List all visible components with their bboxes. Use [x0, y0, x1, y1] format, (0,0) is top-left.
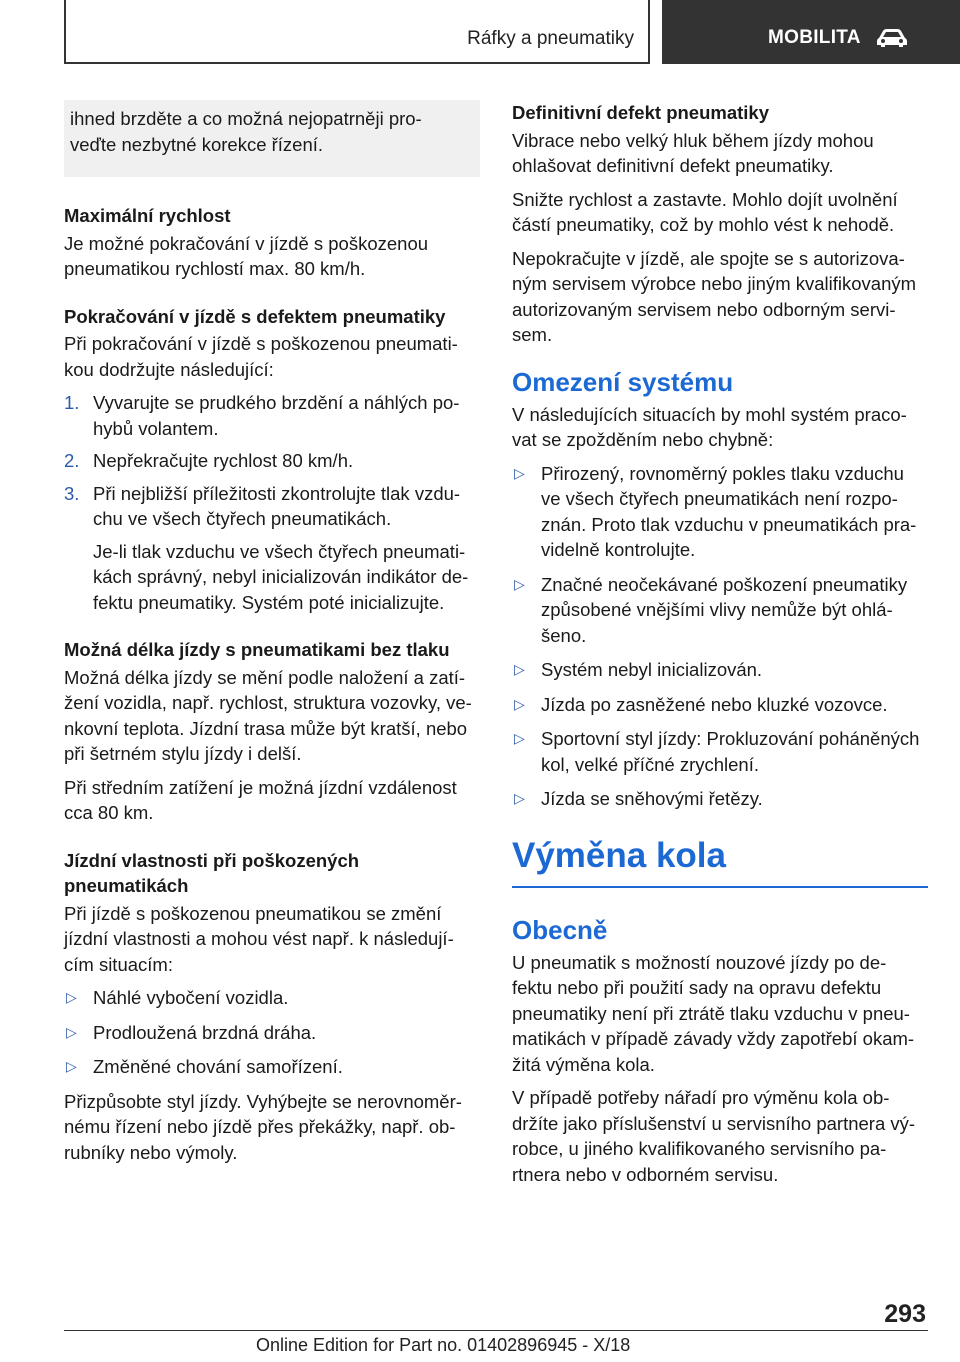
car-icon: [875, 27, 909, 49]
wheel-p2: V případě potřeby nářadí pro výměnu kola ob‐ držíte jako příslušenství u servisního partnera vý‐ robce, u jiného kvalifikovaného servisního pa‐ rtnera nebo v odborném servisu.: [512, 1087, 916, 1185]
wheel-p1: U pneumatik s možností nouzové jízdy po de‐ fektu nebo při použití sady na opravu defektu pneumatiky není při ztrátě tlaku vzduchu v pneu‐ matikách v případě závady vždy zapotřebí okam‐ žitá výměna kola.: [512, 951, 915, 1075]
heading-general: Obecně: [512, 914, 608, 945]
header-underline: [64, 62, 650, 64]
section-label: MOBILITA: [768, 27, 861, 48]
page-number: 293: [884, 1300, 926, 1328]
triangle-bullet-icon: ▷: [514, 695, 525, 712]
range-text-1: Možná délka jízdy se mění podle naložení a zatí‐ žení vozidla, např. rychlost, struktura vozovky, ve‐ nkovní teplota. Jízdní trasa může být kratší, nebo při šetrném stylu jízdy i delší.: [64, 666, 472, 764]
warning-note: [64, 100, 480, 177]
heading-defect: Definitivní defekt pneumatiky: [512, 102, 769, 123]
triangle-bullet-icon: ▷: [514, 730, 525, 746]
header-divider-right: [648, 0, 650, 64]
triangle-bullet-icon: ▷: [66, 989, 77, 1005]
list-item: ▷ Sportovní styl jízdy: Prokluzování poháněných kol, velké příčné zrychlení.: [514, 728, 920, 775]
header-divider-left: [64, 0, 66, 64]
list-item: ▷ Náhlé vybočení vozidla.: [64, 985, 480, 1011]
list-item: ▷ Systém nebyl inicializován.: [512, 657, 928, 683]
step-2: 2. Nepřekračujte rychlost 80 km/h.: [64, 450, 354, 471]
triangle-bullet-icon: ▷: [514, 661, 525, 677]
step-1: 1. Vyvarujte se prudkého brzdění a náhlých po‐ hybů volantem.: [64, 392, 460, 439]
left-column: [64, 100, 480, 1173]
limits-intro: V následujících situacích by mohl systém praco‐ vat se zpožděním nebo chybně:: [512, 403, 907, 450]
max-speed-text: Je možné pokračování v jízdě s poškozenou pneumatikou rychlostí max. 80 km/h.: [64, 232, 429, 279]
handling-outro: Přizpůsobte styl jízdy. Vyhýbejte se nerovnoměr‐ nému řízení nebo jízdě přes překážky, např. ob‐ rubníky nebo výmoly.: [64, 1090, 462, 1163]
continue-steps: [64, 390, 480, 615]
list-item: ▷ Jízda se sněhovými řetězy.: [512, 786, 928, 812]
heading-wheel-change: Výměna kola: [512, 836, 928, 888]
list-item: ▷ Značné neočekávané poškození pneumatiky způsobené vnějšími vlivy nemůže být ohlá‐ šeno.: [514, 573, 908, 646]
continue-intro: Při pokračování v jízdě s poškozenou pneumati‐ kou dodržujte následující:: [64, 333, 458, 380]
triangle-bullet-icon: ▷: [514, 464, 525, 481]
list-item: ▷ Prodloužená brzdná dráha.: [64, 1020, 480, 1046]
triangle-bullet-icon: ▷: [514, 575, 525, 592]
right-column: [512, 100, 928, 1195]
list-item: ▷ Přirozený, rovnoměrný pokles tlaku vzduchu ve všech čtyřech pneumatikách není rozpo‐ znán. Proto tlak vzduchu v pneumatikách pra‐ videlně kontrolujte.: [514, 462, 917, 560]
section-tab: [662, 0, 960, 64]
heading-continue-driving: Pokračování v jízdě s defektem pneumatiky: [64, 305, 446, 327]
range-text-2: Při středním zatížení je možná jízdní vzdálenost cca 80 km.: [64, 776, 457, 823]
note-text: ihned brzděte a co možná nejopatrněji pro‐ veďte nezbytné korekce řízení.: [70, 108, 422, 155]
triangle-bullet-icon: ▷: [514, 790, 525, 806]
handling-list: [64, 985, 480, 1080]
defect-p2: Snižte rychlost a zastavte. Mohlo dojít uvolnění částí pneumatiky, což by mohlo vést k nehodě.: [512, 188, 898, 235]
handling-intro: Při jízdě s poškozenou pneumatikou se změní jízdní vlastnosti a mohou vést např. k následují‐ cím situacím:: [64, 902, 454, 975]
footer-edition: Online Edition for Part no. 01402896945 - X/18: [256, 1335, 631, 1355]
list-item: ▷ Změněné chování samořízení.: [64, 1054, 480, 1080]
defect-p3: Nepokračujte v jízdě, ale spojte se s autorizova‐ ným servisem výrobce nebo jiným kvalifikovaným autorizovaným servisem nebo odborným servi‐ sem.: [512, 247, 917, 345]
triangle-bullet-icon: ▷: [66, 1023, 77, 1040]
heading-range: Možná délka jízdy s pneumatikami bez tlaku: [64, 639, 450, 660]
heading-max-speed: Maximální rychlost: [64, 205, 231, 226]
limits-list: [512, 461, 928, 812]
footer-divider: [64, 1330, 928, 1331]
heading-system-limits: Omezení systému: [512, 366, 734, 397]
step-3-extra: Je-li tlak vzduchu ve všech čtyřech pneumati‐ kách správný, nebyl inicializován indikátor de‐ fektu pneumatiky. Systém poté inicializujte.: [93, 540, 469, 613]
step-3: 3. Při nejbližší příležitosti zkontrolujte tlak vzdu‐ chu ve všech čtyřech pneumatikách. Je-li tlak vzduchu ve všech čtyřech pneumati‐ kách správný, nebyl inicializován indikátor de‐ fektu pneumatiky. Systém poté inicializujte.: [64, 481, 480, 616]
triangle-bullet-icon: ▷: [66, 1058, 77, 1074]
heading-handling: Jízdní vlastnosti při poškozených pneumatikách: [64, 849, 360, 896]
list-item: ▷ Jízda po zasněžené nebo kluzké vozovce.: [512, 692, 928, 718]
defect-p1: Vibrace nebo velký hluk během jízdy mohou ohlašovat definitivní defekt pneumatiky.: [512, 129, 874, 176]
chapter-title: Ráfky a pneumatiky: [467, 28, 634, 49]
